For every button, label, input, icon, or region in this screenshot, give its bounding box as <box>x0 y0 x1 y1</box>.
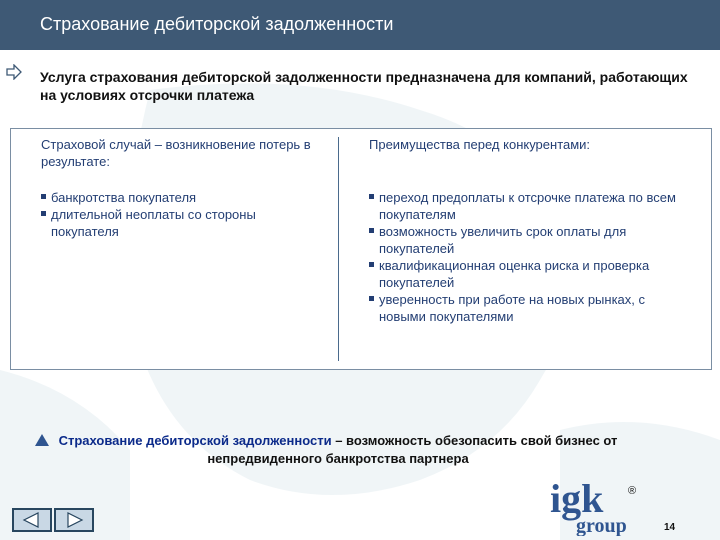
registered-mark: ® <box>628 485 637 497</box>
bullet-icon <box>41 211 46 216</box>
arrow-left-icon <box>14 510 50 530</box>
logo-igk-text: igk <box>550 476 604 521</box>
next-slide-button[interactable] <box>54 508 94 532</box>
advantages-list <box>369 189 689 325</box>
column-divider <box>338 137 339 361</box>
intro-statement: Услуга страхования дебиторской задолженности предназначена для компаний, работающих на условиях отсрочки платежа <box>40 69 688 103</box>
insured-event-list <box>41 189 311 240</box>
arrow-right-icon <box>56 510 92 530</box>
bullet-icon <box>369 228 374 233</box>
slide-title: Страхование дебиторской задолженности <box>40 14 394 34</box>
insured-event-heading: Страховой случай – возникновение потерь в результате: <box>41 137 311 169</box>
advantages-heading: Преимущества перед конкурентами: <box>369 137 591 152</box>
list-item: банкротства покупателя <box>41 189 311 206</box>
details-panel <box>10 128 712 370</box>
bullet-icon <box>369 262 374 267</box>
igk-group-logo <box>548 476 638 536</box>
bullet-icon <box>41 194 46 199</box>
list-item: длительной неоплаты со стороны покупателя <box>41 206 311 240</box>
logo-group-text: group <box>576 515 627 536</box>
list-item: переход предоплаты к отсрочке платежа по всем покупателям <box>369 189 689 223</box>
bullet-icon <box>369 296 374 301</box>
header-bar <box>0 0 720 50</box>
page-number: 14 <box>664 522 676 533</box>
summary-highlight: Страхование дебиторской задолженности <box>58 433 332 448</box>
list-item: уверенность при работе на новых рынках, с новыми покупателями <box>369 291 689 325</box>
bullet-icon <box>369 194 374 199</box>
list-item: возможность увеличить срок оплаты для покупателей <box>369 223 689 257</box>
summary-statement <box>38 432 638 468</box>
summary-text: – возможность обезопасить свой бизнес от непредвиденного банкротства партнера <box>207 433 618 466</box>
previous-slide-button[interactable] <box>12 508 52 532</box>
list-item: квалификационная оценка риска и проверка покупателей <box>369 257 689 291</box>
arrow-right-outline-icon <box>6 64 22 80</box>
